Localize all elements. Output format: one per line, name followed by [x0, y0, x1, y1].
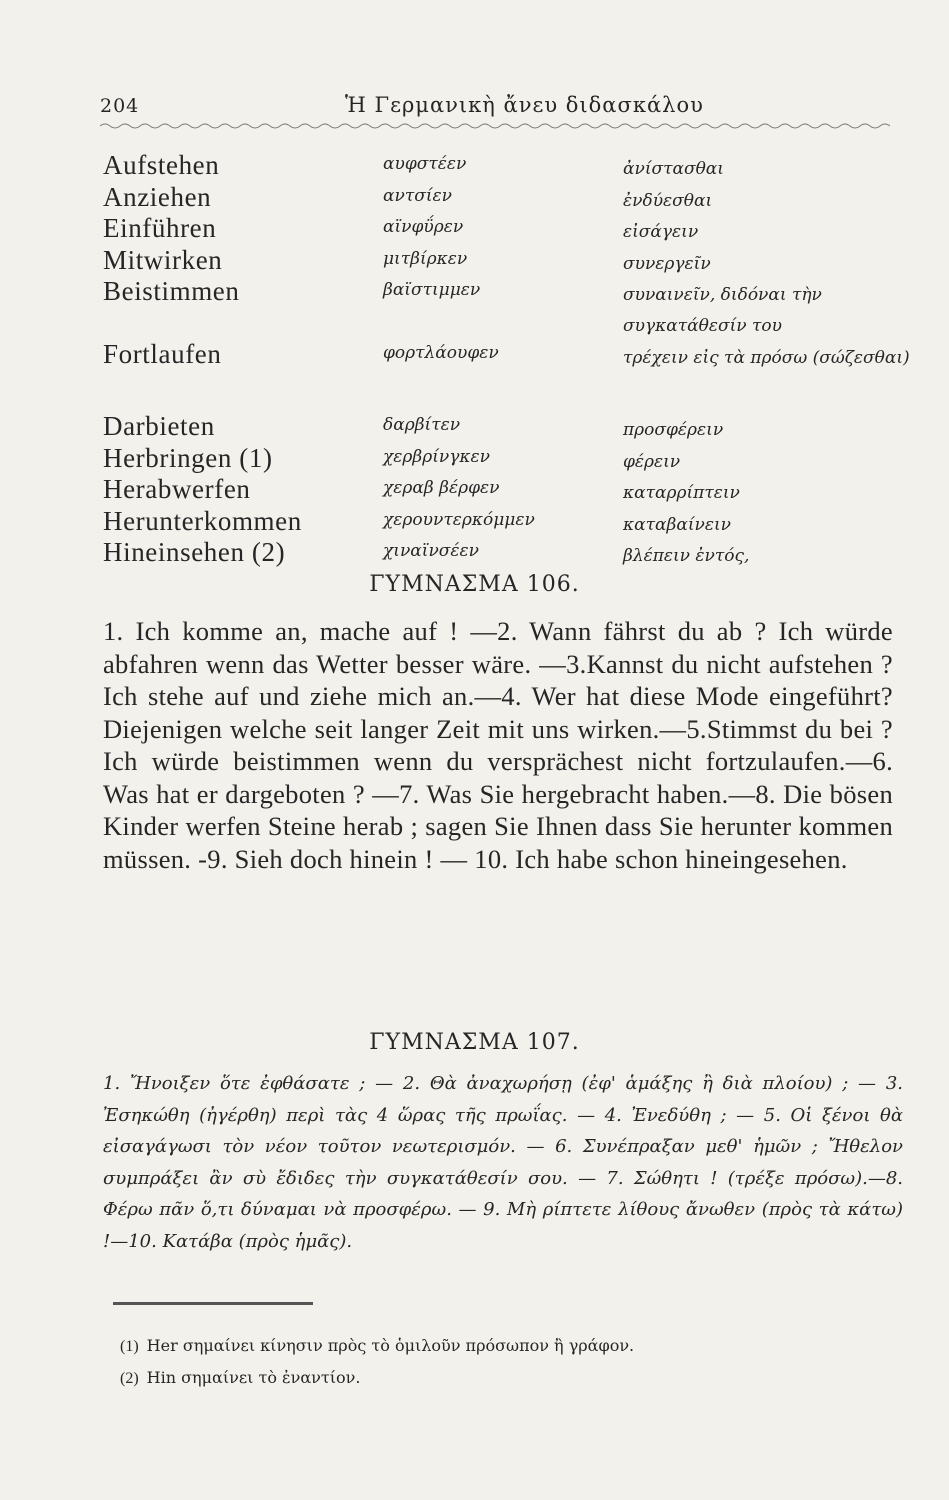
vocab-greek: βλέπειν ἐντός,	[623, 546, 750, 566]
vocab-row	[103, 411, 903, 443]
vocab-pronunciation: βαϊστιμμεν	[383, 280, 481, 300]
vocab-greek: ἀνίστασθαι	[623, 159, 724, 179]
vocab-german: Einführen	[103, 213, 217, 243]
vocab-row	[103, 339, 910, 402]
exercise-107-title: ΓΥΜΝΑΣΜΑ 107.	[369, 1030, 580, 1055]
vocab-german: Anziehen	[103, 181, 212, 212]
vocab-pronunciation: χεραβ βέρφεν	[383, 478, 500, 498]
vocab-pronunciation: χιναϊνσέεν	[383, 541, 479, 561]
vocab-pronunciation: δαρβίτεν	[383, 415, 461, 435]
vocab-greek: εἰσάγειν	[623, 222, 699, 242]
footnote-text: Hin σημαίνει τὸ ἐναντίον.	[146, 1368, 361, 1387]
vocab-pronunciation: χερβρίνγκεν	[383, 446, 491, 467]
vocab-german: Fortlaufen	[103, 339, 222, 369]
page-header	[100, 95, 890, 123]
vocab-german: Mitwirken	[103, 244, 223, 275]
vocab-row	[103, 276, 903, 339]
vocab-greek: τρέχειν εἰς τὰ πρόσω (σώζεσθαι)	[623, 348, 910, 368]
footnotes	[120, 1330, 880, 1394]
exercise-107-text: 1. Ἤνοιξεν ὅτε ἐφθάσατε ; — 2. Θὰ ἀναχωρήσῃ (ἐφ' ἁμάξης ἢ διὰ πλοίου) ; — 3. Ἐσηκώθη (ἠγέρθη) περὶ τὰς 4 ὥρας τῆς πρωΐας. — 4. Ἐνεδύθη ; — 5. Οἱ ξένοι θὰ εἰσαγάγωσι τὸν νέον τοῦτον νεωτερισμόν. — 6. Συνέπραξαν μεθ' ἡμῶν ; Ἤθελον συμπράξει ἂν σὺ ἔδιδες τὴν συγκατάθεσίν σου. — 7. Σώθητι ! (τρέξε πρόσω).—8. Φέρω πᾶν ὅ,τι δύναμαι νὰ προσφέρω. — 9. Μὴ ρίπτετε λίθους ἄνωθεν (πρὸς τὰ κάτω) !—10. Κατάβα (πρὸς ἡμᾶς).	[103, 1073, 903, 1252]
vocab-german: Aufstehen	[103, 150, 220, 180]
vocab-row	[103, 213, 903, 245]
vocab-greek: συνεργεῖν	[623, 253, 711, 274]
vocab-german: Beistimmen	[103, 276, 240, 306]
exercise-106-title: ΓΥΜΝΑΣΜΑ 106.	[369, 572, 580, 597]
vocab-greek: ἐνδύεσθαι	[623, 190, 713, 211]
header-wavy-rule	[100, 121, 890, 131]
vocab-pronunciation: αϊνφΰρεν	[383, 217, 464, 237]
vocab-pronunciation: φορτλάουφεν	[383, 343, 499, 363]
footnote	[120, 1330, 880, 1362]
vocab-row	[103, 474, 903, 506]
vocab-pronunciation: μιτβίρκεν	[383, 248, 468, 269]
vocab-german: Hineinsehen (2)	[103, 537, 286, 567]
vocabulary-table	[103, 150, 910, 569]
vocab-greek: προσφέρειν	[623, 420, 724, 440]
vocab-greek: καταρρίπτειν	[623, 483, 740, 503]
vocab-greek: συναινεῖν, διδόναι τὴν συγκατάθεσίν του	[623, 285, 822, 336]
vocab-pronunciation: αντσίεν	[383, 185, 452, 206]
vocab-row	[103, 537, 903, 569]
footnote-mark: (1)	[120, 1338, 139, 1355]
vocab-german: Herunterkommen	[103, 505, 302, 536]
vocab-row	[103, 443, 903, 475]
vocab-row	[103, 506, 903, 538]
vocab-greek: καταβαίνειν	[623, 514, 731, 535]
footnote-mark: (2)	[120, 1370, 139, 1387]
vocab-greek: φέρειν	[623, 451, 681, 472]
exercise-106-text: 1. Ich komme an, mache auf ! —2. Wann fährst du ab ? Ich würde abfahren wenn das Wetter besser wäre. —3.Kannst du nicht aufstehen ? Ich stehe auf und ziehe mich an.—4. Wer hat diese Mode eingeführt? Diejenigen welche seit langer Zeit mit uns wirken.—5.Stimmst du bei ? Ich würde beistimmen wenn du versprächest nicht fortzulaufen.—6. Was hat er dargeboten ? —7. Was Sie hergebracht haben.—8. Die bösen Kinder werfen Steine herab ; sagen Sie Ihnen dass Sie herunter kommen müssen. -9. Sieh doch hinein ! — 10. Ich habe schon hineingesehen.	[103, 616, 893, 874]
page-number: 204	[100, 95, 140, 117]
vocab-row	[103, 182, 903, 214]
vocab-row	[103, 245, 903, 277]
footnote	[120, 1362, 880, 1394]
footnote-rule	[113, 1302, 313, 1305]
footnote-text: Her σημαίνει κίνησιν πρὸς τὸ ὁμιλοῦν πρόσωπον ἢ γράφον.	[146, 1336, 635, 1355]
vocab-german: Herbringen (1)	[103, 442, 273, 473]
vocab-german: Darbieten	[103, 411, 215, 441]
vocab-german: Herabwerfen	[103, 474, 251, 504]
vocab-row	[103, 150, 903, 182]
running-title: Ἡ Γερμανικὴ ἄνευ διδασκάλου	[345, 93, 704, 117]
vocab-pronunciation: αυφστέεν	[383, 154, 467, 174]
vocab-pronunciation: χερουντερκόμμεν	[383, 509, 535, 530]
